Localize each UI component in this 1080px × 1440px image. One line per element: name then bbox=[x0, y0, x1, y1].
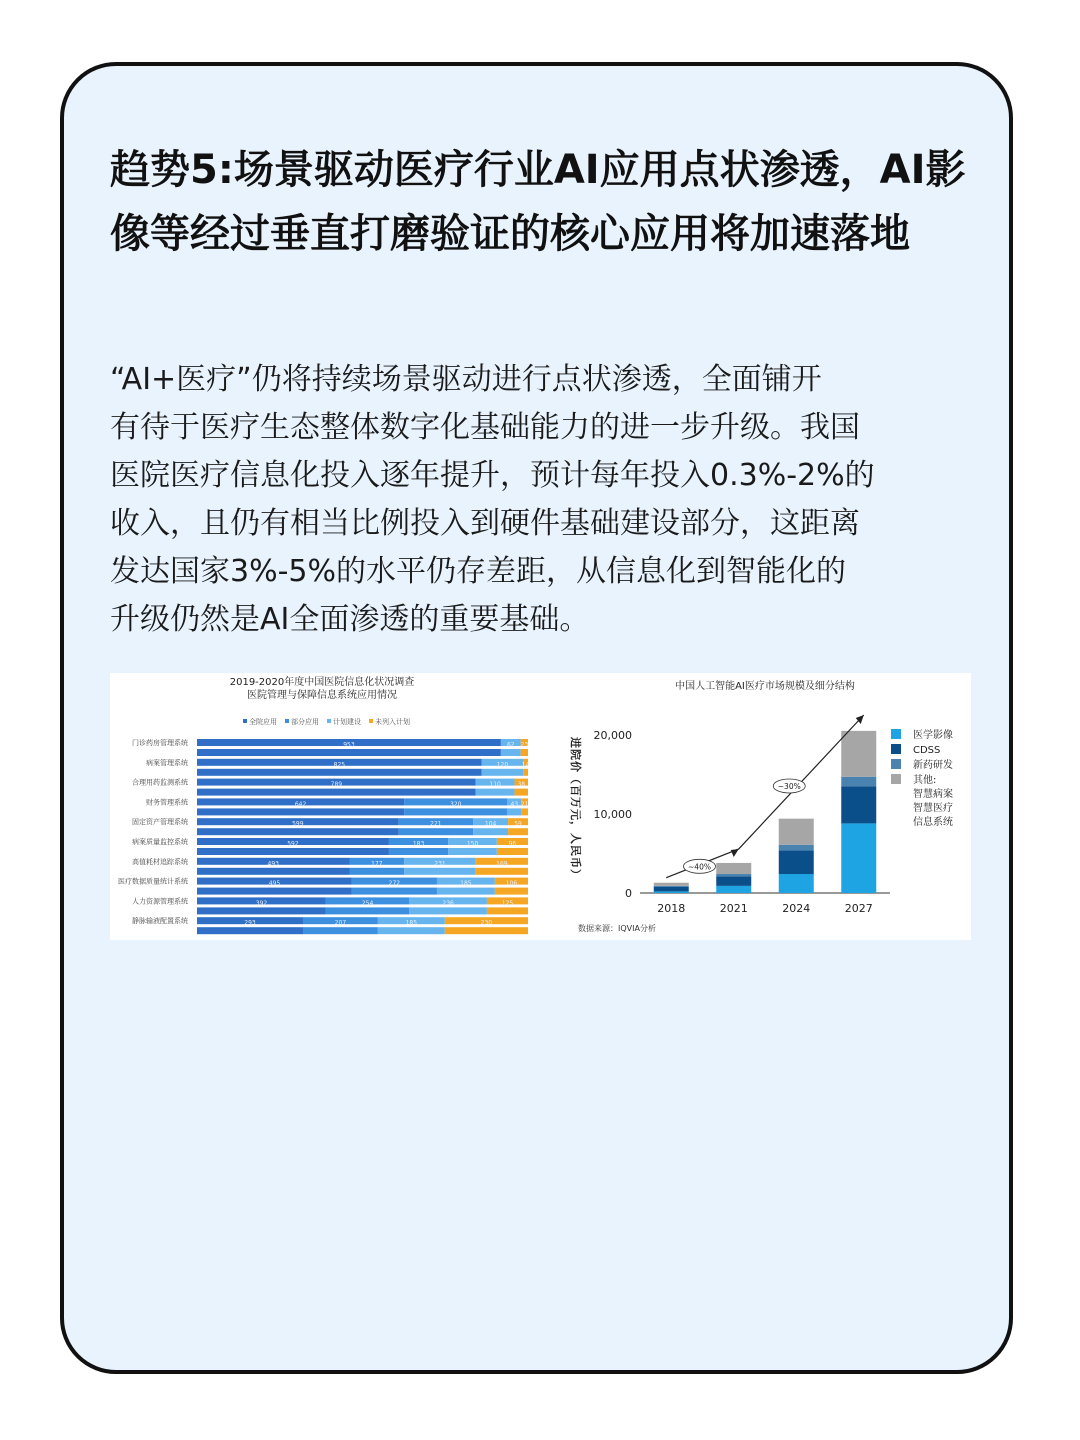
left-bar-segment bbox=[521, 749, 528, 756]
left-bar-segment bbox=[409, 907, 487, 914]
left-category-label: 合理用药监测系统 bbox=[132, 778, 188, 787]
legend-swatch bbox=[243, 719, 247, 723]
left-bar-segment bbox=[197, 888, 352, 895]
left-bar-value: 21 bbox=[520, 800, 529, 808]
left-bar-value: 125 bbox=[501, 899, 514, 907]
right-chart-title: 中国人工智能AI医疗市场规模及细分结构 bbox=[675, 681, 855, 692]
left-bar-value: 183 bbox=[412, 840, 425, 848]
left-bar-value: 642 bbox=[294, 800, 307, 808]
left-bar-segment bbox=[399, 828, 473, 835]
left-bar-segment bbox=[497, 848, 528, 855]
left-chart-legend bbox=[243, 717, 410, 726]
right-bar-segment bbox=[654, 887, 689, 892]
paragraph-line: 有待于医疗生态整体数字化基础能力的进一步升级。我国 bbox=[110, 410, 860, 445]
left-category-label: 固定资产管理系统 bbox=[132, 818, 188, 827]
right-y-tick-label: 10,000 bbox=[593, 807, 632, 821]
growth-annotation-label: ~30% bbox=[777, 781, 801, 791]
left-bar-segment bbox=[197, 907, 326, 914]
left-bar-segment bbox=[445, 927, 528, 934]
paragraph-line: 升级仍然是AI全面渗透的重要基础。 bbox=[110, 602, 590, 637]
left-bar-value: 599 bbox=[292, 820, 304, 828]
left-bar-value: 392 bbox=[255, 899, 268, 907]
right-bar-segment bbox=[779, 850, 814, 874]
left-bar-segment bbox=[476, 789, 515, 796]
left-bar-value: 38 bbox=[517, 781, 526, 789]
left-category-label: 医疗数据质量统计系统 bbox=[118, 877, 188, 886]
left-bar-value: 825 bbox=[333, 761, 346, 769]
left-bar-value: 272 bbox=[388, 880, 401, 888]
right-y-axis-label: 进院价（百万元，人民币） bbox=[569, 737, 582, 881]
left-bar-value: 110 bbox=[489, 781, 501, 789]
left-bar-value: 236 bbox=[442, 899, 454, 907]
left-bar-value: 953 bbox=[343, 741, 355, 749]
left-bar-segment bbox=[476, 868, 528, 875]
left-bar-segment bbox=[352, 888, 437, 895]
paragraph-line: 收入，且仍有相当比例投入到硬件基础建设部分，这距离 bbox=[110, 506, 860, 541]
left-bar-segment bbox=[473, 828, 508, 835]
right-legend-swatch bbox=[891, 774, 901, 784]
left-bar-value: 230 bbox=[480, 919, 493, 927]
left-bar-segment bbox=[437, 888, 495, 895]
right-bar-segment bbox=[779, 819, 814, 845]
left-bar-value: 14 bbox=[521, 761, 530, 769]
left-bar-value: 43 bbox=[510, 800, 519, 808]
right-legend-swatch bbox=[891, 729, 901, 739]
right-legend-swatch bbox=[891, 759, 901, 769]
left-bar-segment bbox=[197, 808, 404, 815]
left-category-label: 高值耗材追踪系统 bbox=[132, 857, 188, 866]
right-y-tick-label: 0 bbox=[625, 887, 632, 900]
right-bar-segment bbox=[716, 874, 751, 876]
right-x-tick-label: 2027 bbox=[844, 902, 873, 915]
growth-annotation-label: ~40% bbox=[688, 862, 711, 872]
right-x-tick-label: 2018 bbox=[657, 902, 686, 915]
legend-label: 未列入计划 bbox=[375, 718, 410, 726]
left-bar-value: 221 bbox=[430, 820, 442, 828]
left-category-label: 静脉输液配置系统 bbox=[132, 917, 188, 926]
legend-label: 全院应用 bbox=[249, 718, 277, 726]
left-chart-bars bbox=[118, 738, 530, 934]
left-bar-segment bbox=[482, 769, 523, 776]
right-bar-segment bbox=[654, 886, 689, 887]
right-legend-label: 智慧医疗 bbox=[913, 803, 953, 814]
left-bar-value: 231 bbox=[434, 860, 446, 868]
left-bar-segment bbox=[197, 848, 389, 855]
right-bar-segment bbox=[716, 876, 751, 885]
left-bar-value: 293 bbox=[244, 919, 256, 927]
arrow-head-icon bbox=[731, 849, 739, 857]
body-paragraph bbox=[110, 356, 980, 644]
left-bar-value: 169 bbox=[496, 860, 508, 868]
right-bar-segment bbox=[654, 883, 689, 886]
left-bar-value: 320 bbox=[450, 800, 462, 808]
left-bar-value: 207 bbox=[334, 919, 347, 927]
right-bar-segment bbox=[716, 863, 751, 874]
left-bar-value: 254 bbox=[361, 899, 374, 907]
left-category-label: 财务管理系统 bbox=[146, 798, 188, 807]
right-bar-segment bbox=[779, 845, 814, 851]
right-legend-label: 其他: bbox=[913, 775, 937, 786]
paragraph-line: “AI+医疗”仍将持续场景驱动进行点状渗透，全面铺开 bbox=[110, 362, 822, 397]
right-bar-segment bbox=[841, 777, 876, 786]
left-bar-segment bbox=[508, 828, 528, 835]
left-category-label: 病案管理系统 bbox=[146, 758, 188, 767]
left-category-label: 人力资源管理系统 bbox=[132, 897, 188, 906]
left-bar-segment bbox=[404, 868, 475, 875]
left-bar-segment bbox=[448, 848, 497, 855]
right-bar-segment bbox=[779, 874, 814, 893]
left-bar-segment bbox=[495, 888, 528, 895]
left-bar-value: 493 bbox=[267, 860, 279, 868]
left-bar-value: 185 bbox=[460, 880, 472, 888]
legend-swatch bbox=[285, 719, 289, 723]
legend-label: 计划建设 bbox=[333, 718, 361, 726]
left-bar-segment bbox=[326, 907, 409, 914]
growth-trend-arrow bbox=[666, 715, 864, 878]
left-bar-value: 106 bbox=[505, 880, 518, 888]
left-bar-segment bbox=[515, 789, 528, 796]
left-bar-segment bbox=[197, 749, 501, 756]
left-bar-segment bbox=[197, 868, 350, 875]
left-bar-value: 62 bbox=[506, 741, 515, 749]
charts-figure bbox=[110, 673, 971, 940]
right-legend-label: 信息系统 bbox=[913, 817, 953, 828]
right-x-tick-label: 2021 bbox=[719, 902, 748, 915]
right-legend-label: 医学影像 bbox=[913, 730, 953, 741]
left-chart-title: 2019-2020年度中国医院信息化状况调查 bbox=[229, 677, 415, 688]
left-bar-value: 120 bbox=[496, 761, 509, 769]
left-bar-value: 177 bbox=[371, 860, 383, 868]
page-title: 趋势5:场景驱动医疗行业AI应用点状渗透，AI影像等经过垂直打磨验证的核心应用将加速落地 bbox=[110, 147, 966, 257]
left-bar-segment bbox=[303, 927, 378, 934]
left-bar-segment bbox=[404, 808, 507, 815]
left-bar-value: 59 bbox=[514, 820, 522, 828]
left-bar-segment bbox=[350, 868, 405, 875]
left-category-label: 病案质量监控系统 bbox=[132, 838, 188, 846]
left-category-label: 门诊药房管理系统 bbox=[132, 739, 188, 747]
left-bar-segment bbox=[197, 828, 399, 835]
legend-swatch bbox=[369, 719, 373, 723]
left-bar-segment bbox=[197, 789, 476, 796]
right-y-tick-label: 20,000 bbox=[593, 728, 632, 742]
right-bar-segment bbox=[841, 731, 876, 777]
left-bar-value: 150 bbox=[466, 840, 479, 848]
left-bar-value: 96 bbox=[508, 840, 517, 848]
left-bar-segment bbox=[389, 848, 448, 855]
right-legend-swatch bbox=[891, 744, 901, 754]
paragraph-line: 发达国家3%-5%的水平仍存差距，从信息化到智能化的 bbox=[110, 554, 847, 589]
right-bar-segment bbox=[841, 786, 876, 823]
left-bar-segment bbox=[521, 808, 528, 815]
right-bar-segment bbox=[841, 823, 876, 893]
right-chart bbox=[569, 715, 953, 915]
right-legend-label: 新药研发 bbox=[913, 760, 953, 771]
left-bar-value: 789 bbox=[330, 781, 343, 789]
left-bar-segment bbox=[507, 808, 521, 815]
left-bar-segment bbox=[197, 927, 303, 934]
right-chart-source: 数据来源：IQVIA分析 bbox=[578, 924, 656, 933]
right-legend-label: CDSS bbox=[913, 745, 941, 756]
left-bar-value: 495 bbox=[268, 880, 281, 888]
left-bar-segment bbox=[378, 927, 445, 934]
left-bar-value: 592 bbox=[287, 840, 299, 848]
right-bar-segment bbox=[716, 886, 751, 893]
right-x-tick-label: 2024 bbox=[782, 902, 811, 915]
right-bar-segment bbox=[654, 891, 689, 893]
left-bar-value: 23 bbox=[520, 741, 529, 749]
legend-label: 部分应用 bbox=[291, 718, 319, 726]
left-bar-segment bbox=[501, 749, 521, 756]
paragraph-line: 医院医疗信息化投入逐年提升，预计每年投入0.3%-2%的 bbox=[110, 458, 875, 493]
charts-svg bbox=[110, 673, 971, 940]
left-bar-segment bbox=[197, 769, 482, 776]
left-bar-segment bbox=[523, 769, 528, 776]
left-bar-value: 104 bbox=[484, 820, 497, 828]
legend-swatch bbox=[327, 719, 331, 723]
left-chart-subtitle: 医院管理与保障信息系统应用情况 bbox=[247, 690, 397, 701]
right-legend-label: 智慧病案 bbox=[913, 789, 953, 800]
left-bar-segment bbox=[487, 907, 528, 914]
left-bar-value: 185 bbox=[405, 919, 418, 927]
